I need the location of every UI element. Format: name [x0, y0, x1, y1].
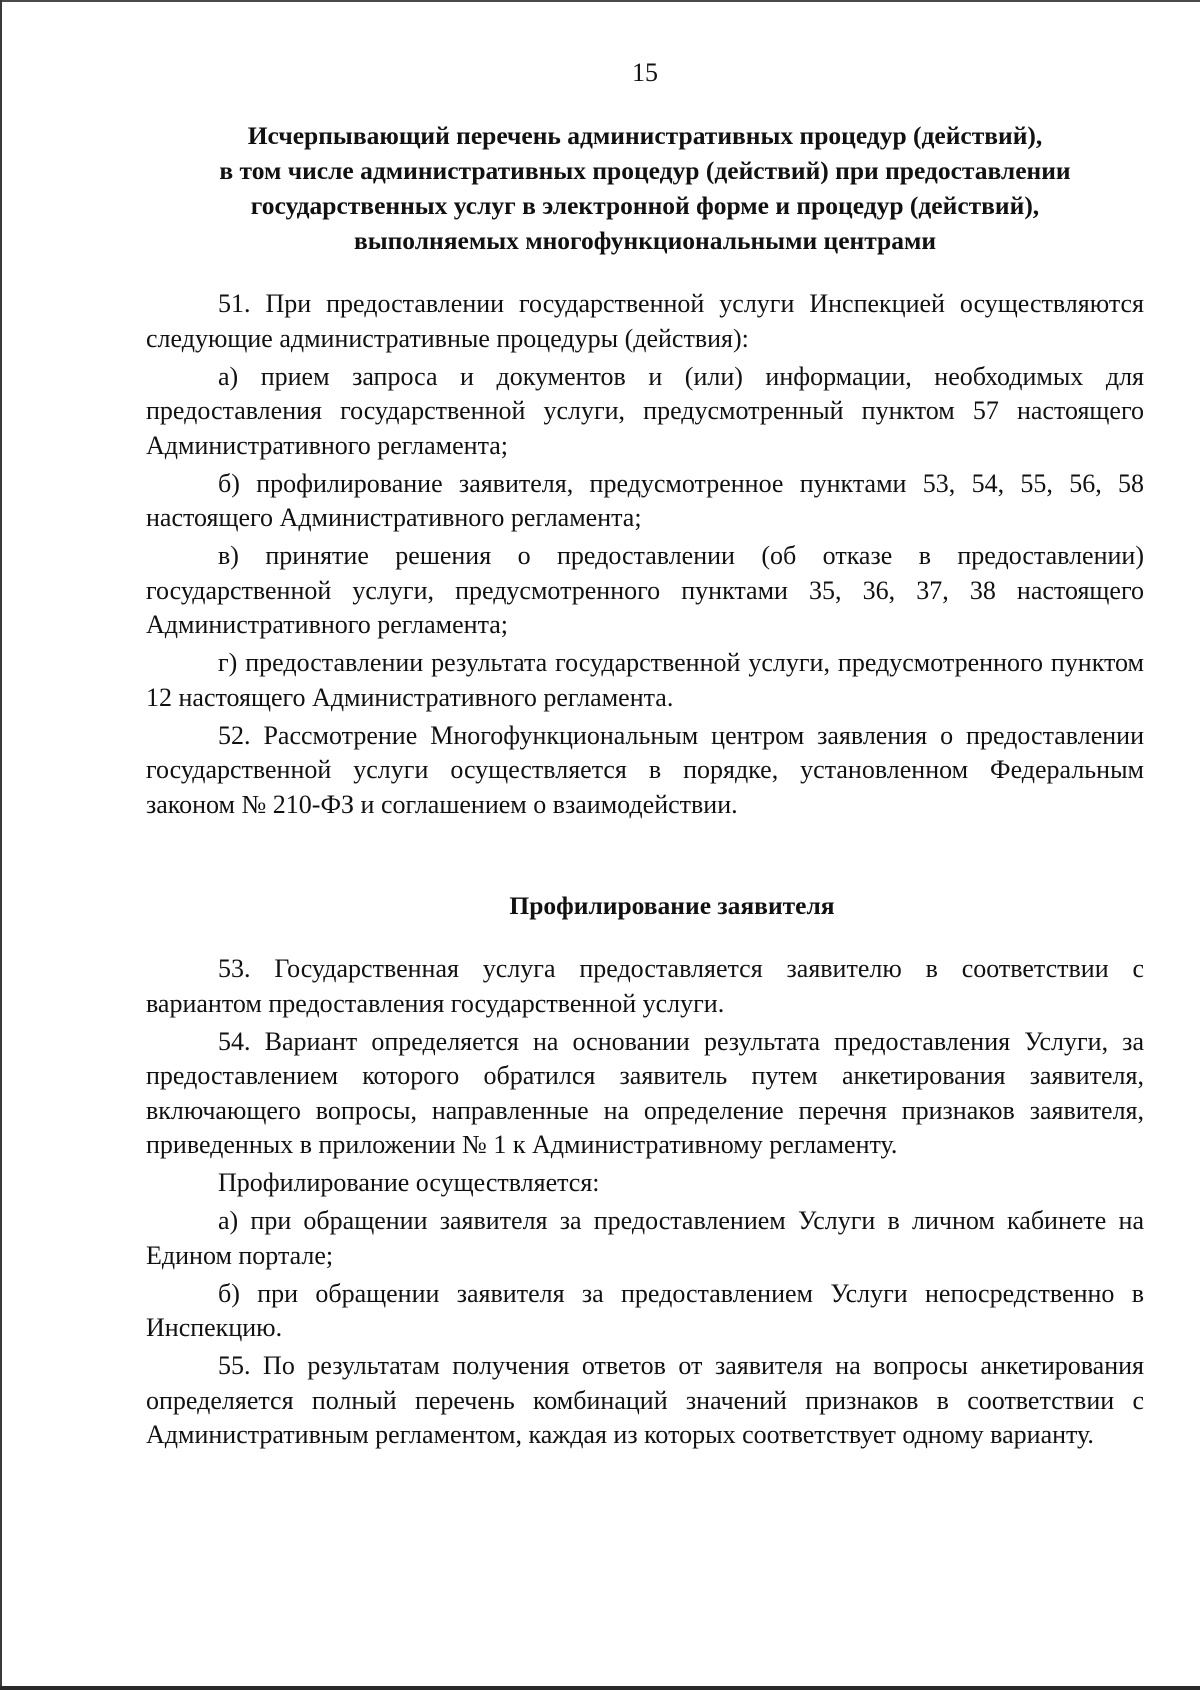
subsection-heading: Профилирование заявителя — [509, 891, 835, 920]
paragraph-52: 52. Рассмотрение Многофункциональным центром заявления о предоставлении государственной услуги осуществляется в порядке, установленном Федеральным законом № 210-ФЗ и соглашением о взаимодействии. — [146, 720, 1144, 819]
page-number: 15 — [632, 58, 658, 87]
section2-body — [146, 952, 1144, 1456]
title-line: выполняемых многофункциональными центрами — [353, 226, 937, 255]
scan-border-left — [0, 0, 2, 1690]
scan-border-top — [0, 0, 1200, 2]
title-line: в том числе административных процедур (действий) при предоставлении — [219, 156, 1071, 185]
paragraph-51: 51. При предоставлении государственной услуги Инспекцией осуществляются следующие административные процедуры (действия): — [146, 289, 1144, 353]
title-line: государственных услуг в электронной форме и процедур (действий), — [250, 191, 1040, 220]
list-item-v: в) принятие решения о предоставлении (об отказе в предоставлении) государственной услуги, предусмотренного пунктами 35, 36, 37, 38 настоящего Административного регламента; — [146, 541, 1144, 639]
section-title — [146, 118, 1144, 258]
paragraph-54: 54. Вариант определяется на основании результата предоставления Услуги, за предоставлением которого обратился заявитель путем анкетирования заявителя, включающего вопросы, направленные на определение перечня признаков заявителя, приведенных в приложении № 1 к Административному регламенту. — [146, 1026, 1144, 1159]
profiling-intro: Профилирование осуществляется: — [218, 1168, 600, 1197]
profiling-item-b: б) при обращении заявителя за предоставлением Услуги непосредственно в Инспекцию. — [146, 1278, 1144, 1342]
title-line: Исчерпывающий перечень административных процедур (действий), — [247, 121, 1043, 150]
list-item-b: б) профилирование заявителя, предусмотренное пунктами 53, 54, 55, 56, 58 настоящего Административного регламента; — [146, 468, 1144, 532]
section1-body — [146, 287, 1144, 826]
scan-border-bottom — [0, 1686, 1200, 1690]
list-item-g: г) предоставлении результата государственной услуги, предусмотренного пунктом 12 настоящего Административного регламента. — [146, 648, 1144, 712]
paragraph-55: 55. По результатам получения ответов от заявителя на вопросы анкетирования определяется полный перечень комбинаций значений признаков в соответствии с Административным регламентом, каждая из которых соответствует одному варианту. — [146, 1351, 1144, 1449]
list-item-a: а) прием запроса и документов и (или) информации, необходимых для предоставления государственной услуги, предусмотренный пунктом 57 настоящего Административного регламента; — [146, 361, 1144, 460]
profiling-item-a: а) при обращении заявителя за предоставлением Услуги в личном кабинете на Едином портале; — [146, 1206, 1144, 1270]
paragraph-53: 53. Государственная услуга предоставляется заявителю в соответствии с вариантом предоставления государственной услуги. — [146, 954, 1144, 1018]
